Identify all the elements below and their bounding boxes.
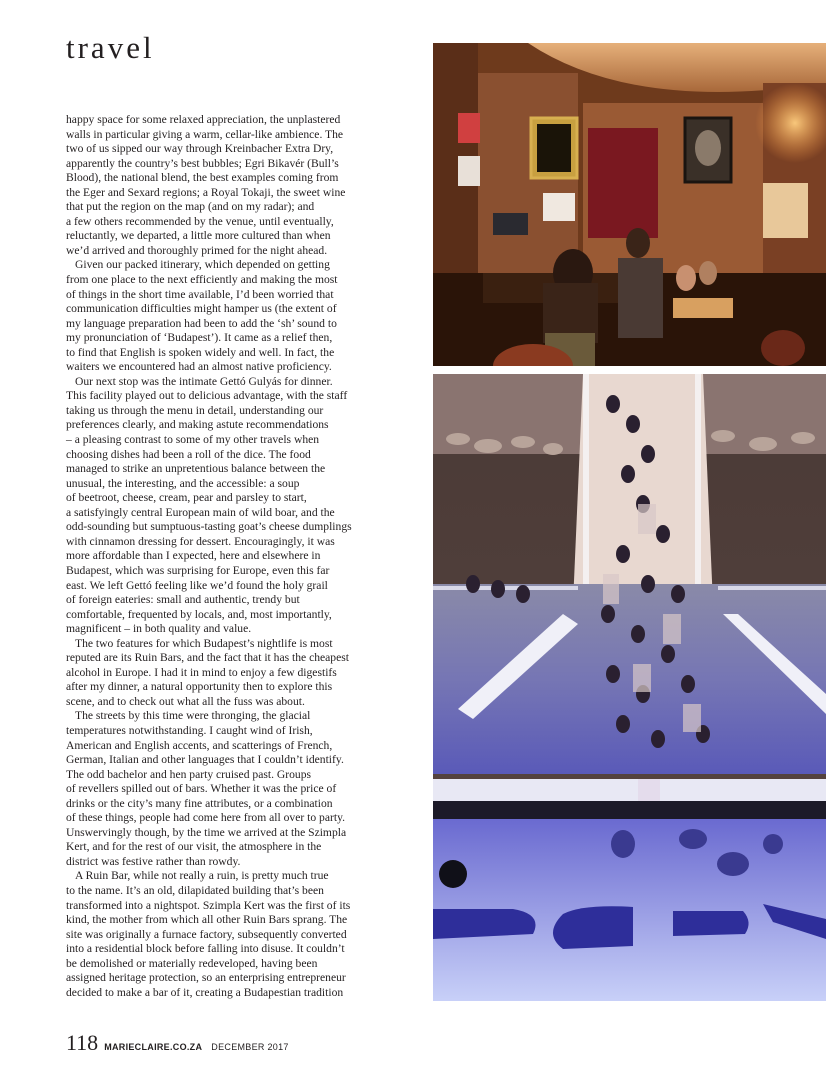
text-line: with cinnamon dressing for dessert. Encouragingly, it was: [66, 534, 335, 548]
text-line: be demolished or materially redeveloped, having been: [66, 956, 318, 970]
text-line: from one place to the next efficiently and making the most: [66, 273, 338, 287]
text-line: Budapest, which was surprising for Europe, even this far: [66, 563, 330, 577]
article-paragraph: [66, 637, 398, 710]
page-footer: [66, 1030, 289, 1056]
text-line: Blood), the national blend, the best examples coming from: [66, 171, 339, 185]
riverboat-crowd-photo: [433, 374, 826, 1001]
text-line: my language preparation had been to add the ‘sh’ sound to: [66, 316, 337, 330]
text-line: a few others recommended by the venue, until eventually,: [66, 214, 334, 228]
text-line: scene, and to check out what all the fuss was about.: [66, 694, 305, 708]
text-line: American and English accents, and scatterings of French,: [66, 738, 333, 752]
bar-interior-image: [433, 43, 826, 366]
text-line: assigned heritage protection, so an enterprising entrepreneur: [66, 971, 346, 985]
text-line: comfortable, frequented by locals, and, most importantly,: [66, 607, 332, 621]
text-line: into a residential block before falling into disuse. It couldn’t: [66, 942, 345, 956]
publication-site: MARIECLAIRE.CO.ZA: [104, 1042, 203, 1052]
text-line: two of us sipped our way through Kreinbacher Extra Dry,: [66, 142, 334, 156]
text-line: reluctantly, we departed, a little more cultured than when: [66, 229, 331, 243]
text-line: This facility played out to delicious advantage, with the staff: [66, 389, 348, 403]
text-line: magnificent – in both quality and value.: [66, 622, 252, 636]
text-line: managed to strike an unpretentious balance between the: [66, 462, 326, 476]
text-line: decided to make a bar of it, creating a Budapestian tradition: [66, 985, 344, 999]
text-line: kind, the mother from which all other Ruin Bars sprang. The: [66, 913, 348, 927]
text-line: a satisfyingly central European main of wild boar, and the: [66, 505, 335, 519]
text-line: district was festive rather than rowdy.: [66, 854, 241, 868]
text-line: transformed into a nightspot. Szimpla Kert was the first of its: [66, 898, 351, 912]
text-line: The two features for which Budapest’s nightlife is most: [75, 636, 333, 650]
section-title: travel: [66, 30, 155, 65]
text-line: the Eger and Sexard regions; a Royal Tokaji, the sweet wine: [66, 185, 346, 199]
text-line: Given our packed itinerary, which depended on getting: [75, 258, 330, 272]
text-line: of things in the short time available, I’d been worried that: [66, 287, 334, 301]
text-line: apparently the country’s best bubbles; Egri Bikavér (Bull’s: [66, 156, 339, 170]
text-line: odd-sounding but sumptuous-tasting goat’s cheese dumplings: [66, 520, 352, 534]
text-line: to the name. It’s an old, dilapidated building that’s been: [66, 883, 324, 897]
article-paragraph: [66, 375, 398, 637]
article-paragraph: [66, 258, 398, 374]
text-line: drinks or the city’s many fine attributes, or a combination: [66, 796, 333, 810]
text-line: taking us through the menu in detail, understanding our: [66, 403, 324, 417]
text-line: that put the region on the map (and on my radar); and: [66, 200, 315, 214]
text-line: The streets by this time were thronging, the glacial: [75, 709, 311, 723]
text-line: of foreign eateries: small and authentic, trendy but: [66, 593, 300, 607]
riverboat-crowd-image: [433, 374, 826, 1001]
text-line: reputed are its Ruin Bars, and the fact that it has the cheapest: [66, 651, 349, 665]
text-line: The odd bachelor and hen party cruised past. Groups: [66, 767, 312, 781]
text-line: German, Italian and other languages that I couldn’t identify.: [66, 753, 344, 767]
text-line: – a pleasing contrast to some of my other travels when: [66, 433, 320, 447]
text-line: temperatures notwithstanding. I caught wind of Irish,: [66, 723, 313, 737]
article-paragraph: [66, 709, 398, 869]
article-paragraph: [66, 869, 398, 1000]
article-paragraph: [66, 113, 398, 258]
text-line: alcohol in Europe. I had it in mind to enjoy a few digestifs: [66, 665, 337, 679]
text-line: Kert, and for the rest of our visit, the atmosphere in the: [66, 840, 322, 854]
text-line: after my dinner, a natural opportunity then to explore this: [66, 680, 333, 694]
text-line: Our next stop was the intimate Gettó Gulyás for dinner.: [75, 374, 333, 388]
text-line: of beetroot, cheese, cream, pear and parsley to start,: [66, 491, 307, 505]
text-line: my pronunciation of ‘Budapest’). It came as a relief then,: [66, 331, 333, 345]
bar-interior-photo: [433, 43, 826, 366]
text-line: waiters we encountered had an almost native proficiency.: [66, 360, 332, 374]
text-line: communication difficulties might hamper us (the extent of: [66, 302, 337, 316]
text-line: happy space for some relaxed appreciation, the unplastered: [66, 113, 341, 126]
text-line: Unswervingly though, by the time we arrived at the Szimpla: [66, 825, 347, 839]
text-line: of revellers spilled out of bars. Whether it was the price of: [66, 782, 337, 796]
page-number: 118: [66, 1030, 99, 1055]
article-body: [66, 113, 398, 1000]
text-line: more affordable than I expected, here and elsewhere in: [66, 549, 321, 563]
text-line: site was originally a furnace factory, subsequently converted: [66, 927, 347, 941]
text-line: to find that English is spoken widely and well. In fact, the: [66, 345, 335, 359]
text-line: preferences clearly, and making astute recommendations: [66, 418, 329, 432]
text-line: choosing dishes had been a roll of the dice. The food: [66, 447, 311, 461]
text-line: we’d arrived and thoroughly primed for the night ahead.: [66, 243, 328, 257]
text-line: east. We left Gettó feeling like we’d found the holy grail: [66, 578, 328, 592]
text-line: of these things, people had come here from all over to party.: [66, 811, 346, 825]
text-line: walls in particular giving a warm, cellar-like ambience. The: [66, 127, 344, 141]
issue-date: DECEMBER 2017: [211, 1042, 289, 1052]
text-line: A Ruin Bar, while not really a ruin, is pretty much true: [75, 869, 329, 883]
text-line: unusual, the interesting, and the accessible: a soup: [66, 476, 300, 490]
